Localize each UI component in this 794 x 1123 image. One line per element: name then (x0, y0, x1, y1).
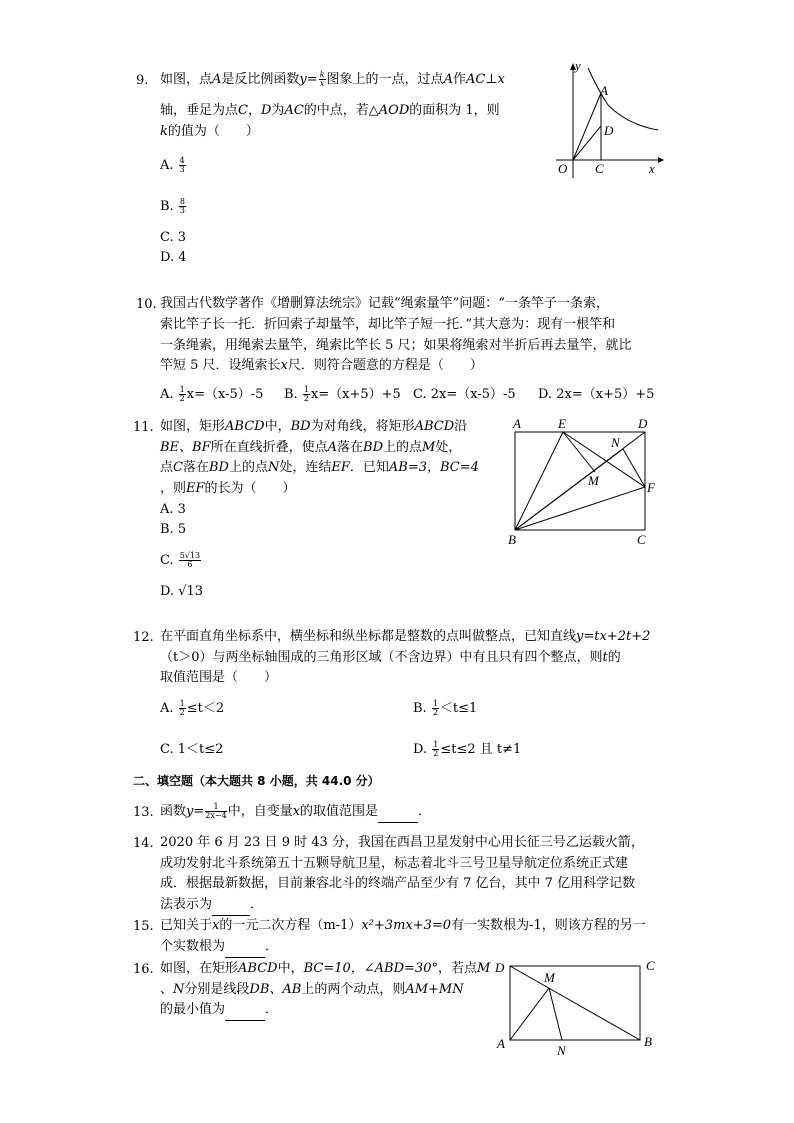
label-o: O (558, 161, 568, 176)
q12-option-d: D. $\frac{1}{2}$ ≤t≤2 且 t≠1 (413, 740, 522, 758)
q14-line3: 成．根据最新数据，目前兼容北斗的终端产品至少有 7 亿台，其中 7 亿用科学记数 (160, 876, 636, 891)
q15-line1: 已知关于x的一元二次方程（m-1）x²+3mx+3=0有一实数根为-1，则该方程的另一 (160, 918, 646, 933)
answer-blank[interactable] (212, 895, 250, 916)
q11-option-a: A. 3 (160, 502, 186, 517)
q12-option-b: B. $\frac{1}{2}$ ＜t≤1 (413, 699, 478, 717)
segment-ef (563, 432, 645, 487)
q10-line3: 一条绳索，用绳索去量竿，绳索比竿长 5 尺；如果将绳索对半折后再去量竿，就比 (160, 338, 632, 353)
segment-be (515, 432, 563, 530)
q16-line2: 、N分别是线段DB、AB上的两个动点，则AM+MN (160, 982, 464, 997)
q9-figure (548, 60, 664, 180)
label-c: C (646, 958, 655, 973)
label-f: F (647, 480, 655, 495)
q9-line3: k的值为（ ） (160, 124, 259, 139)
q12-line2: （t＞0）与两坐标轴围成的三角形区域（不含边界）中有且只有四个整点，则t的 (160, 650, 621, 665)
q9-option-d: D. 4 (160, 250, 187, 265)
q11-figure (505, 414, 665, 548)
q14-line2: 成功发射北斗系统第五十五颗导航卫星，标志着北斗三号卫星导航定位系统正式建 (160, 856, 629, 871)
q10-option-a: A. $\frac{1}{2}$ x=（x-5）-5 (160, 385, 264, 403)
q14-number: 14. (133, 836, 154, 851)
q11-line3: 点C落在BD上的点N处，连结EF．已知AB=3，BC=4 (160, 460, 479, 475)
q10-line1: 我国古代数学著作《增删算法统宗》记载“绳索量竿”问题：“一条竿子一条索， (160, 296, 609, 311)
segment-od (573, 126, 601, 160)
q11-number: 11. (133, 420, 154, 435)
section-title-fill-in: 二、填空题（本大题共 8 小题，共 44.0 分） (133, 774, 380, 788)
x-axis-arrow (658, 157, 664, 163)
q16-line1: 如图，在矩形ABCD中，BC=10，∠ABD=30°，若点M (160, 961, 491, 976)
label-d: D (638, 416, 648, 431)
q11-option-b: B. 5 (160, 522, 187, 537)
answer-blank[interactable] (378, 802, 418, 823)
label-y: y (575, 60, 581, 73)
q10-option-d: D. 2x=（x+5）+5 (538, 387, 655, 402)
q12-line1: 在平面直角坐标系中，横坐标和纵坐标都是整数的点叫做整点，已知直线y=tx+2t+2 (160, 629, 651, 644)
segment-bn (515, 449, 623, 530)
q16-line3: 的最小值为 ． (160, 1000, 278, 1021)
q9-number: 9. (136, 73, 149, 88)
label-a: A (513, 416, 521, 431)
q11-line2: BE、BF所在直线折叠，使点A落在BD上的点M处， (160, 440, 462, 455)
label-c: C (595, 161, 604, 176)
q11-option-c: C. $\frac{5√13}{6}$ (160, 551, 201, 569)
answer-blank[interactable] (225, 937, 265, 958)
segment-nf (623, 449, 645, 487)
q9-line1: 如图，点A是反比例函数y= $\frac{k}{x}$ 图象上的一点，过点A作AC⊥x (160, 70, 505, 88)
q10-number: 10. (136, 297, 157, 312)
q9-option-c: C. 3 (160, 230, 187, 245)
q9-option-a: A. $\frac{4}{3}$ (160, 156, 185, 174)
q12-line3: 取值范围是（ ） (160, 670, 278, 685)
label-e: E (558, 416, 566, 431)
label-m: M (544, 970, 555, 985)
q16-number: 16. (133, 962, 154, 977)
q14-line1: 2020 年 6 月 23 日 9 时 43 分，我国在西昌卫星发射中心用长征三号乙运载火箭， (160, 835, 644, 850)
label-n: N (611, 435, 620, 450)
q12-option-c: C. 1＜t≤2 (160, 742, 224, 757)
label-a: A (497, 1036, 505, 1051)
q11-line4: ，则EF的长为（ ） (160, 481, 296, 496)
segment-am (510, 988, 549, 1040)
q10-line4: 竿短 5 尺．设绳索长x尺．则符合题意的方程是（ ） (160, 358, 483, 373)
q14-line4: 法表示为 ． (160, 895, 263, 916)
segment-bf (515, 487, 645, 530)
q12-option-a: A. $\frac{1}{2}$ ≤t＜2 (160, 699, 225, 717)
label-m: M (588, 473, 599, 488)
q15-number: 15. (133, 919, 154, 934)
q10-option-b: B. $\frac{1}{2}$ x=（x+5）+5 (284, 385, 401, 403)
label-b: B (508, 532, 516, 547)
diagonal-db (510, 966, 640, 1040)
q13-number: 13. (133, 805, 154, 820)
answer-blank[interactable] (225, 1000, 265, 1021)
segment-em (563, 432, 595, 472)
q9-option-b: B. $\frac{8}{3}$ (160, 197, 185, 215)
label-b: B (644, 1034, 652, 1049)
segment-oa (573, 93, 601, 160)
q10-line2: 索比竿子长一托．折回索子却量竿，却比竿子短一托．”其大意为：现有一根竿和 (160, 317, 616, 332)
label-d: D (604, 123, 614, 138)
q10-option-c: C. 2x=（x-5）-5 (413, 387, 516, 402)
segment-mn (549, 988, 562, 1040)
q16-figure (492, 956, 662, 1060)
q12-number: 12. (133, 630, 154, 645)
q15-line2: 个实数根为 ． (160, 937, 278, 958)
label-c: C (637, 532, 646, 547)
q9-line2: 轴，垂足为点C，D为AC的中点，若△AOD的面积为 1，则 (160, 103, 500, 118)
label-n: N (557, 1043, 566, 1058)
label-d: D (495, 960, 505, 975)
label-x: x (649, 161, 655, 176)
q13-line1: 函数y= $\frac{1}{2x-4}$ 中，自变量x的取值范围是 ． (160, 802, 431, 823)
q11-option-d: D. √13 (160, 584, 204, 599)
label-a: A (600, 83, 608, 98)
q11-line1: 如图，矩形ABCD中，BD为对角线，将矩形ABCD沿 (160, 419, 468, 434)
